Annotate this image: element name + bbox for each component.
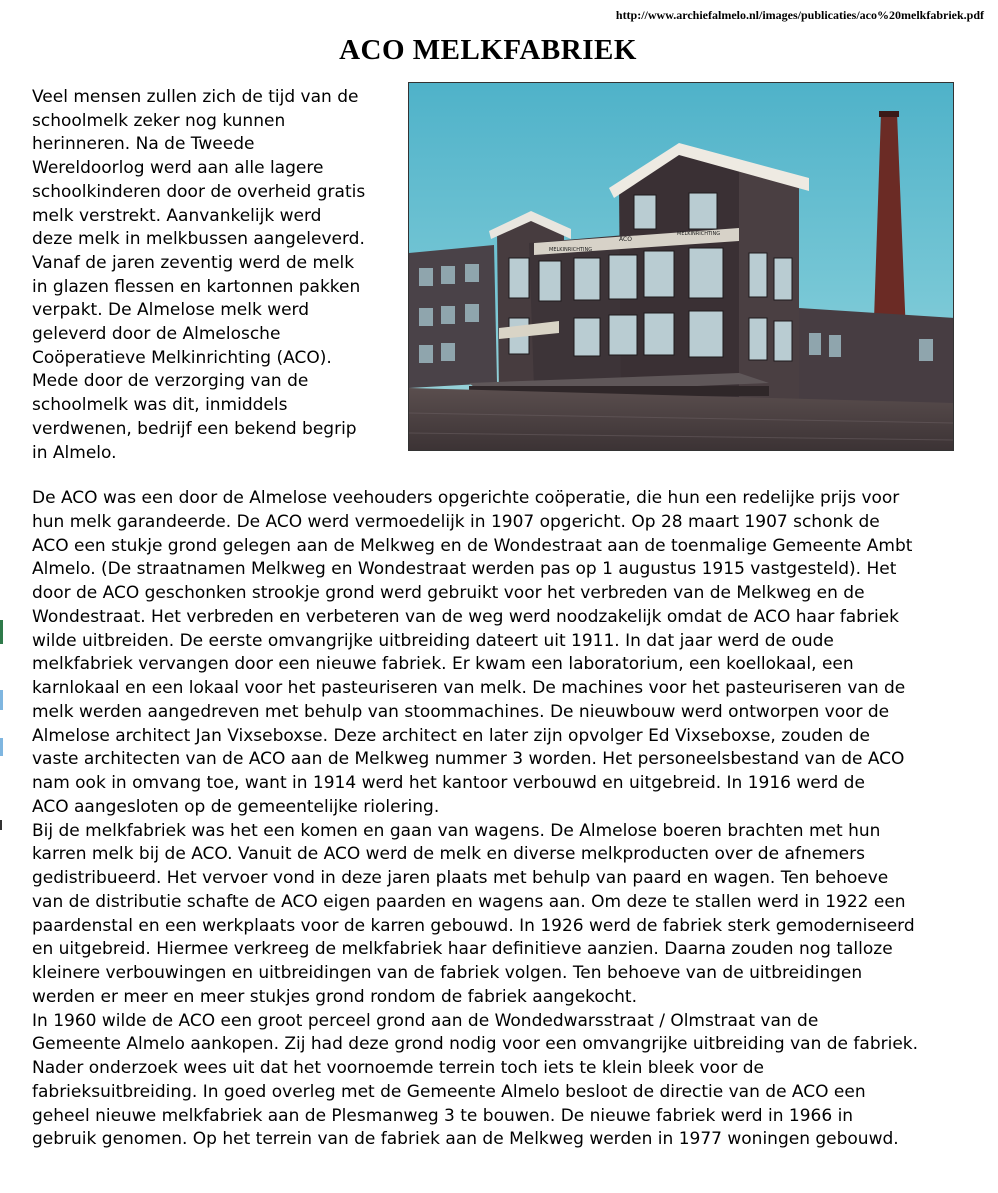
intro-line: deze melk in melkbussen aangeleverd. [32,229,365,250]
body-line: vaste architecten van de ACO aan de Melkweg nummer 3 worden. Het personeelsbestand van de ACO [32,749,905,770]
body-line: paardenstal en een werkplaats voor de karren gebouwd. In 1926 werd de fabriek sterk gemoderniseerd [32,915,915,936]
body-text [32,487,982,1152]
intro-line: in glazen flessen en kartonnen pakken [32,276,361,297]
source-url[interactable]: http://www.archiefalmelo.nl/images/publicaties/aco%20melkfabriek.pdf [615,8,984,22]
intro-line: verdwenen, bedrijf een bekend begrip [32,418,357,439]
intro-line: Wereldoorlog werd aan alle lagere [32,158,324,179]
body-line: melkfabriek vervangen door een nieuwe fabriek. Er kwam een laboratorium, een koellokaal, een [32,654,854,675]
body-line: melk werden aangedreven met behulp van stoommachines. De nieuwbouw werd ontworpen voor de [32,701,890,722]
body-line: karren melk bij de ACO. Vanuit de ACO werd de melk en diverse melkproducten over de afnemers [32,844,865,865]
intro-line: verpakt. De Almelose melk werd [32,300,310,321]
sign-melkinrichting-right: MELKINRICHTING [677,231,721,237]
body-line: ACO een stukje grond gelegen aan de Melkweg en de Wondestraat aan de toenmalige Gemeente Ambt [32,535,913,556]
intro-line: herinneren. Na de Tweede [32,134,255,155]
body-line: nam ook in omvang toe, want in 1914 werd het kantoor verbouwd en uitgebreid. In 1916 werd de [32,773,865,793]
intro-line: Vanaf de jaren zeventig werd de melk [32,252,355,273]
body-line: Gemeente Almelo aankopen. Zij had deze grond nodig voor een omvangrijke uitbreiding van de fabriek. [32,1034,919,1055]
intro-line: schoolmelk was dit, inmiddels [32,395,288,416]
sign-melkinrichting-left: MELKINRICHTING [549,247,593,253]
body-line: door de ACO geschonken strookje grond werd gebruikt voor het verbreden van de Melkweg en de [32,583,865,603]
intro-line: in Almelo. [32,442,117,463]
intro-line: Veel mensen zullen zich de tijd van de [32,87,359,107]
body-line: kleinere verbouwingen en uitbreidingen van de fabriek volgen. Ten behoeve van de uitbreidingen [32,963,863,983]
intro-line: Mede door de verzorging van de [32,371,309,392]
page-title: ACO MELKFABRIEK [339,34,637,66]
body-line: In 1960 wilde de ACO een groot perceel grond aan de Wondedwarsstraat / Olmstraat van de [32,1010,819,1031]
body-line: karnlokaal en een lokaal voor het pasteuriseren van melk. De machines voor het pasteuriseren van de [32,678,906,698]
body-line: De ACO was een door de Almelose veehouders opgerichte coöperatie, die hun een redelijke prijs voor [32,488,900,508]
body-line: Almelose architect Jan Vixseboxse. Deze architect en later zijn opvolger Ed Vixseboxse, zouden de [32,725,870,746]
body-line: van de distributie schafte de ACO eigen paarden en wagens aan. Om deze te stallen werd in 1922 een [32,891,906,912]
body-line: fabrieksuitbreiding. In goed overleg met de Gemeente Almelo besloot de directie van de ACO een [32,1081,866,1102]
body-line: gebruik genomen. Op het terrein van de fabriek aan de Melkweg werden in 1977 woningen gebouwd. [32,1129,899,1150]
body-line: Nader onderzoek wees uit dat het voornoemde terrein toch iets te klein bleek voor de [32,1058,764,1078]
intro-line: Coöperatieve Melkinrichting (ACO). [32,347,332,368]
body-line: Bij de melkfabriek was het een komen en gaan van wagens. De Almelose boeren brachten met hun [32,820,881,841]
body-line: hun melk garandeerde. De ACO werd vermoedelijk in 1907 opgericht. Op 28 maart 1907 schonk de [32,511,880,532]
body-line: gedistribueerd. Het vervoer vond in deze jaren plaats met behulp van paard en wagen. Ten behoeve [32,868,889,888]
body-line: Almelo. (De straatnamen Melkweg en Wondestraat werden pas op 1 augustus 1915 vastgesteld). Het [32,559,897,580]
body-line: wilde uitbreiden. De eerste omvangrijke uitbreiding dateert uit 1911. In dat jaar werd de oude [32,630,834,651]
intro-line: geleverd door de Almelosche [32,324,281,345]
intro-paragraph [32,86,392,465]
body-line: en uitgebreid. Hiermee verkreeg de melkfabriek haar definitieve aanzien. Daarna zouden nog talloze [32,939,893,960]
intro-line: melk verstrekt. Aanvankelijk werd [32,205,322,226]
intro-line: schoolmelk zeker nog kunnen [32,110,286,131]
body-line: Wondestraat. Het verbreden en verbeteren van de weg werd noodzakelijk omdat de ACO haar fabriek [32,606,899,627]
body-line: geheel nieuwe melkfabriek aan de Plesmanweg 3 te bouwen. De nieuwe fabriek werd in 1966 in [32,1105,854,1126]
sign-aco: ACO [619,236,632,243]
body-line: ACO aangesloten op de gemeentelijke riolering. [32,796,440,817]
left-edge-marks [0,590,6,890]
body-line: werden er meer en meer stukjes grond rondom de fabriek aangekocht. [32,986,637,1007]
intro-line: schoolkinderen door de overheid gratis [32,181,366,202]
factory-photo [408,82,954,451]
